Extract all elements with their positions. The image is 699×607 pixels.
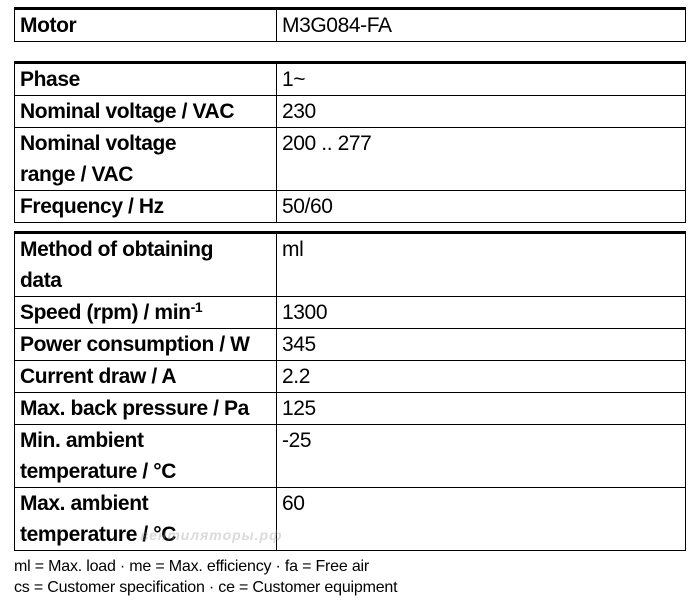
frequency-value: 50/60: [277, 191, 686, 223]
table-row: [15, 63, 686, 96]
voltage-range-value: 200 .. 277: [277, 128, 686, 191]
back-pressure-value: 125: [277, 393, 686, 425]
min-ambient-value: -25: [277, 425, 686, 488]
current-value: 2.2: [277, 361, 686, 393]
current-label: Current draw / A: [15, 361, 277, 393]
table-row: [15, 329, 686, 361]
back-pressure-label: Max. back pressure / Pa: [15, 393, 277, 425]
table-row: [15, 393, 686, 425]
max-ambient-label-line1: Max. ambient: [20, 492, 149, 515]
legend-line-2: cs = Customer specification · ce = Customer equipment: [14, 579, 398, 596]
method-label-line2: data: [20, 269, 62, 292]
nominal-voltage-value: 230: [277, 96, 686, 128]
max-ambient-value: 60: [277, 488, 686, 551]
watermark: вентиляторы.рф: [140, 527, 283, 543]
min-ambient-label-line1: Min. ambient: [20, 429, 144, 452]
motor-table: [14, 7, 686, 42]
table-row: [15, 425, 686, 488]
speed-label-text: Speed (rpm) / min: [20, 301, 191, 324]
speed-label: [15, 297, 277, 329]
power-label: Power consumption / W: [15, 329, 277, 361]
speed-value: 1300: [277, 297, 686, 329]
table-row: [15, 297, 686, 329]
table-row: [15, 96, 686, 128]
min-ambient-label: [15, 425, 277, 488]
electrical-table: [14, 61, 686, 223]
motor-value: M3G084-FA: [277, 9, 686, 42]
phase-value: 1~: [277, 63, 686, 96]
phase-label: Phase: [15, 63, 277, 96]
table-row: [15, 128, 686, 191]
min-ambient-label-line2: temperature / °C: [20, 460, 177, 483]
voltage-range-label-line1: Nominal voltage: [20, 132, 177, 155]
power-value: 345: [277, 329, 686, 361]
table-row: [15, 488, 686, 551]
table-row: [15, 233, 686, 297]
table-row: [15, 9, 686, 42]
method-value: ml: [277, 233, 686, 297]
speed-label-sup: -1: [190, 299, 203, 315]
legend-line-1: ml = Max. load · me = Max. efficiency · fa = Free air: [14, 558, 370, 575]
frequency-label: Frequency / Hz: [15, 191, 277, 223]
table-row: [15, 361, 686, 393]
method-label-line1: Method of obtaining: [20, 238, 214, 261]
table-row: [15, 191, 686, 223]
max-ambient-label-line2: temperature / °C: [20, 523, 177, 546]
voltage-range-label: [15, 128, 277, 191]
nominal-voltage-label: Nominal voltage / VAC: [15, 96, 277, 128]
motor-label: Motor: [15, 9, 277, 42]
voltage-range-label-line2: range / VAC: [20, 163, 134, 186]
performance-table: [14, 231, 686, 551]
method-label: [15, 233, 277, 297]
